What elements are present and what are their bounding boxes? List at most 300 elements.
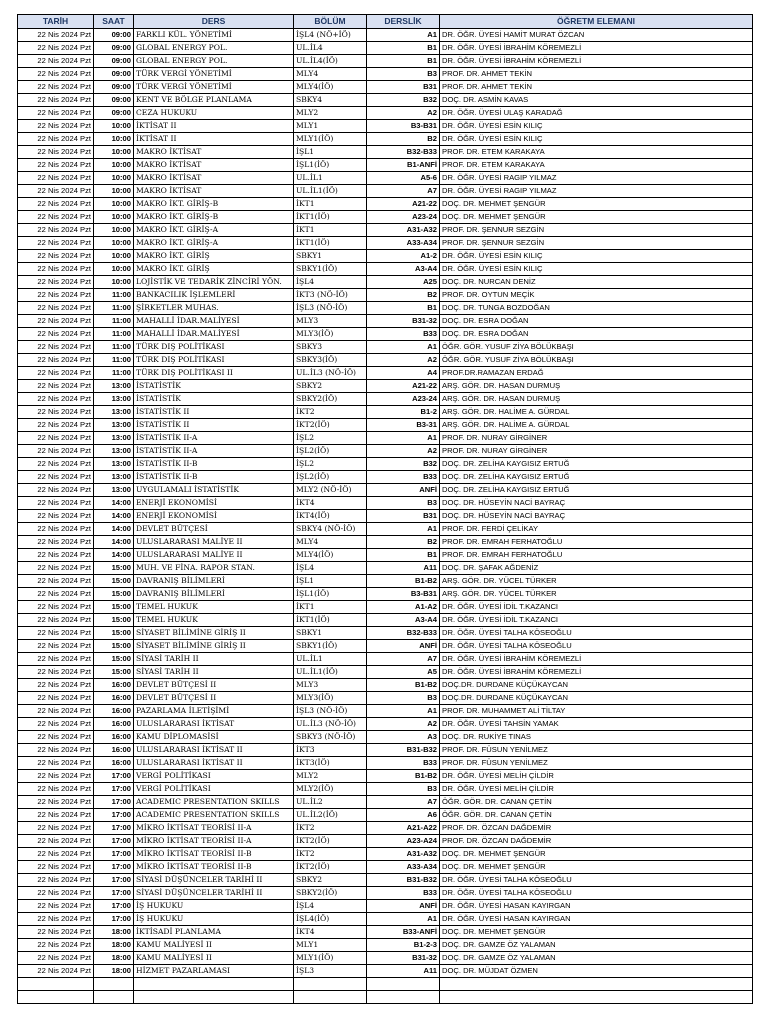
cell-time: 09:00 bbox=[94, 42, 134, 55]
table-row bbox=[18, 575, 753, 588]
cell-room: B1-ANFİ bbox=[367, 159, 440, 172]
cell-instructor: PROF. DR. FERDİ ÇELİKAY bbox=[440, 523, 753, 536]
cell-instructor: DOÇ. DR. ZELİHA KAYGISIZ ERTUĞ bbox=[440, 458, 753, 471]
cell-time: 17:00 bbox=[94, 874, 134, 887]
cell-course: ŞİRKETLER MUHAS. bbox=[134, 302, 294, 315]
cell-room: B32-B33 bbox=[367, 627, 440, 640]
cell-date: 22 Nis 2024 Pzt bbox=[18, 679, 94, 692]
cell-department: UL.İL1(İÖ) bbox=[294, 666, 367, 679]
table-row bbox=[18, 614, 753, 627]
cell-time: 11:00 bbox=[94, 289, 134, 302]
cell-course: TÜRK DIŞ POLİTİKASI bbox=[134, 341, 294, 354]
cell-instructor: PROF.DR.RAMAZAN ERDAĞ bbox=[440, 367, 753, 380]
cell-department: SBKY1(İÖ) bbox=[294, 640, 367, 653]
cell-date: 22 Nis 2024 Pzt bbox=[18, 692, 94, 705]
cell-date: 22 Nis 2024 Pzt bbox=[18, 432, 94, 445]
cell-room: A3-A4 bbox=[367, 263, 440, 276]
cell-room: B1-B2 bbox=[367, 575, 440, 588]
table-row bbox=[18, 549, 753, 562]
cell-course: İSTATİSTİK II-B bbox=[134, 458, 294, 471]
cell-department: İŞL3 (NÖ-İÖ) bbox=[294, 302, 367, 315]
table-row bbox=[18, 458, 753, 471]
cell-course: MİKRO İKTİSAT TEORİSİ II-B bbox=[134, 848, 294, 861]
header-date: TARİH bbox=[18, 15, 94, 29]
cell-course: UYGULAMALI İSTATİSTİK bbox=[134, 484, 294, 497]
cell-date: 22 Nis 2024 Pzt bbox=[18, 211, 94, 224]
cell-department: MLY1 bbox=[294, 939, 367, 952]
empty-cell bbox=[18, 991, 94, 1004]
table-row bbox=[18, 913, 753, 926]
cell-time: 14:00 bbox=[94, 536, 134, 549]
cell-department: MLY3 bbox=[294, 315, 367, 328]
cell-course: TÜRK DIŞ POLİTİKASI II bbox=[134, 367, 294, 380]
cell-time: 10:00 bbox=[94, 159, 134, 172]
cell-instructor: DR. ÖĞR. ÜYESİ ULAŞ KARADAĞ bbox=[440, 107, 753, 120]
cell-time: 13:00 bbox=[94, 432, 134, 445]
cell-instructor: ÖĞR. GÖR. DR. CANAN ÇETİN bbox=[440, 796, 753, 809]
cell-course: MAKRO İKT. GİRİŞ-B bbox=[134, 198, 294, 211]
cell-department: İKT2(İÖ) bbox=[294, 861, 367, 874]
empty-cell bbox=[134, 991, 294, 1004]
cell-time: 13:00 bbox=[94, 458, 134, 471]
cell-instructor: DOÇ. DR. NURCAN DENİZ bbox=[440, 276, 753, 289]
table-row bbox=[18, 731, 753, 744]
cell-department: MLY2 bbox=[294, 107, 367, 120]
cell-room: A3 bbox=[367, 731, 440, 744]
cell-instructor: DOÇ. DR. MEHMET ŞENGÜR bbox=[440, 926, 753, 939]
table-row bbox=[18, 510, 753, 523]
cell-room: A1 bbox=[367, 29, 440, 42]
cell-room: B33 bbox=[367, 757, 440, 770]
table-row bbox=[18, 835, 753, 848]
table-row bbox=[18, 185, 753, 198]
cell-department: MLY3 bbox=[294, 679, 367, 692]
cell-date: 22 Nis 2024 Pzt bbox=[18, 497, 94, 510]
cell-department: SBKY2 bbox=[294, 380, 367, 393]
header-course: DERS bbox=[134, 15, 294, 29]
cell-department: İKT1(İÖ) bbox=[294, 211, 367, 224]
cell-instructor: PROF. DR. NURAY GİRGİNER bbox=[440, 432, 753, 445]
table-row bbox=[18, 419, 753, 432]
cell-department: SBKY1 bbox=[294, 627, 367, 640]
cell-date: 22 Nis 2024 Pzt bbox=[18, 185, 94, 198]
cell-course: SİYASİ DÜŞÜNCELER TARİHİ II bbox=[134, 874, 294, 887]
cell-instructor: DOÇ. DR. ASMİN KAVAS bbox=[440, 94, 753, 107]
cell-course: MAKRO İKT. GİRİŞ-B bbox=[134, 211, 294, 224]
cell-instructor: DOÇ. DR. TUNGA BOZDOĞAN bbox=[440, 302, 753, 315]
cell-department: MLY1(İÖ) bbox=[294, 952, 367, 965]
cell-course: ULUSLARARASI İKTİSAT II bbox=[134, 757, 294, 770]
cell-time: 10:00 bbox=[94, 237, 134, 250]
cell-course: İSTATİSTİK bbox=[134, 380, 294, 393]
cell-time: 11:00 bbox=[94, 315, 134, 328]
cell-department: İŞL1(İÖ) bbox=[294, 588, 367, 601]
cell-course: İKTİSAT II bbox=[134, 120, 294, 133]
cell-date: 22 Nis 2024 Pzt bbox=[18, 744, 94, 757]
table-row bbox=[18, 302, 753, 315]
cell-instructor: DR. ÖĞR. ÜYESİ TAHSİN YAMAK bbox=[440, 718, 753, 731]
cell-course: CEZA HUKUKU bbox=[134, 107, 294, 120]
cell-date: 22 Nis 2024 Pzt bbox=[18, 809, 94, 822]
cell-instructor: DR. ÖĞR. ÜYESİ TALHA KÖSEOĞLU bbox=[440, 640, 753, 653]
cell-department: SBKY3 (NÖ-İÖ) bbox=[294, 731, 367, 744]
cell-time: 17:00 bbox=[94, 809, 134, 822]
cell-room: A1-A2 bbox=[367, 601, 440, 614]
cell-room: B3 bbox=[367, 692, 440, 705]
table-header-row bbox=[18, 15, 753, 29]
cell-room: B3 bbox=[367, 783, 440, 796]
cell-time: 15:00 bbox=[94, 614, 134, 627]
cell-date: 22 Nis 2024 Pzt bbox=[18, 419, 94, 432]
table-row bbox=[18, 926, 753, 939]
cell-instructor: PROF. DR. EMRAH FERHATOĞLU bbox=[440, 549, 753, 562]
cell-instructor: DR. ÖĞR. ÜYESİ TALHA KÖSEOĞLU bbox=[440, 887, 753, 900]
cell-instructor: ARŞ. GÖR. DR. HALİME A. GÜRDAL bbox=[440, 406, 753, 419]
table-row bbox=[18, 887, 753, 900]
cell-department: İŞL4 bbox=[294, 276, 367, 289]
cell-course: MAHALLİ İDAR.MALİYESİ bbox=[134, 328, 294, 341]
table-row bbox=[18, 211, 753, 224]
cell-course: VERGİ POLİTİKASI bbox=[134, 783, 294, 796]
cell-time: 16:00 bbox=[94, 692, 134, 705]
empty-row bbox=[18, 978, 753, 991]
cell-time: 17:00 bbox=[94, 822, 134, 835]
table-row bbox=[18, 224, 753, 237]
cell-time: 17:00 bbox=[94, 913, 134, 926]
cell-department: İKT4 bbox=[294, 497, 367, 510]
cell-room: B1-B2 bbox=[367, 679, 440, 692]
empty-cell bbox=[134, 978, 294, 991]
cell-department: İKT4 bbox=[294, 926, 367, 939]
cell-instructor: DOÇ.DR. DURDANE KÜÇÜKAYCAN bbox=[440, 679, 753, 692]
cell-room: ANFİ bbox=[367, 484, 440, 497]
cell-room: A2 bbox=[367, 718, 440, 731]
cell-instructor: PROF. DR. AHMET TEKİN bbox=[440, 68, 753, 81]
cell-date: 22 Nis 2024 Pzt bbox=[18, 562, 94, 575]
cell-room: ANFİ bbox=[367, 640, 440, 653]
cell-instructor: DOÇ. DR. MEHMET ŞENGÜR bbox=[440, 861, 753, 874]
cell-course: ACADEMIC PRESENTATION SKILLS bbox=[134, 809, 294, 822]
cell-room: A1 bbox=[367, 913, 440, 926]
cell-course: İSTATİSTİK II bbox=[134, 406, 294, 419]
cell-course: TÜRK DIŞ POLİTİKASI bbox=[134, 354, 294, 367]
cell-course: TEMEL HUKUK bbox=[134, 601, 294, 614]
cell-department: SBKY4 (NÖ-İÖ) bbox=[294, 523, 367, 536]
table-row bbox=[18, 523, 753, 536]
cell-room: B32 bbox=[367, 458, 440, 471]
empty-row bbox=[18, 991, 753, 1004]
cell-date: 22 Nis 2024 Pzt bbox=[18, 289, 94, 302]
cell-time: 17:00 bbox=[94, 796, 134, 809]
cell-instructor: DR. ÖĞR. ÜYESİ ESİN KILIÇ bbox=[440, 250, 753, 263]
cell-instructor: ARŞ. GÖR. DR. HALİME A. GÜRDAL bbox=[440, 419, 753, 432]
empty-cell bbox=[367, 978, 440, 991]
table-row bbox=[18, 562, 753, 575]
cell-course: MİKRO İKTİSAT TEORİSİ II-A bbox=[134, 835, 294, 848]
cell-time: 13:00 bbox=[94, 406, 134, 419]
cell-date: 22 Nis 2024 Pzt bbox=[18, 380, 94, 393]
cell-room: A33-A34 bbox=[367, 861, 440, 874]
table-row bbox=[18, 770, 753, 783]
cell-course: BANKACILIK İŞLEMLERİ bbox=[134, 289, 294, 302]
cell-course: ENERJİ EKONOMİSİ bbox=[134, 510, 294, 523]
cell-room: B1 bbox=[367, 549, 440, 562]
cell-instructor: DR. ÖĞR. ÜYESİ İDİL T.KAZANCI bbox=[440, 614, 753, 627]
cell-date: 22 Nis 2024 Pzt bbox=[18, 731, 94, 744]
header-room: DERSLİK bbox=[367, 15, 440, 29]
cell-instructor: PROF. DR. MUHAMMET ALİ TİLTAY bbox=[440, 705, 753, 718]
cell-time: 16:00 bbox=[94, 731, 134, 744]
cell-date: 22 Nis 2024 Pzt bbox=[18, 42, 94, 55]
cell-course: SİYASET BİLİMİNE GİRİŞ II bbox=[134, 627, 294, 640]
cell-time: 16:00 bbox=[94, 718, 134, 731]
cell-instructor: DR. ÖĞR. ÜYESİ İBRAHİM KÖREMEZLİ bbox=[440, 666, 753, 679]
cell-time: 13:00 bbox=[94, 445, 134, 458]
table-row bbox=[18, 107, 753, 120]
cell-time: 10:00 bbox=[94, 250, 134, 263]
cell-course: KENT VE BÖLGE PLANLAMA bbox=[134, 94, 294, 107]
cell-instructor: ÖĞR. GÖR. YUSUF ZİYA BÖLÜKBAŞI bbox=[440, 354, 753, 367]
cell-instructor: ÖĞR. GÖR. DR. CANAN ÇETİN bbox=[440, 809, 753, 822]
cell-course: DAVRANIŞ BİLİMLERİ bbox=[134, 588, 294, 601]
cell-date: 22 Nis 2024 Pzt bbox=[18, 796, 94, 809]
empty-cell bbox=[294, 978, 367, 991]
cell-course: İSTATİSTİK II-B bbox=[134, 471, 294, 484]
cell-department: İŞL1 bbox=[294, 575, 367, 588]
cell-date: 22 Nis 2024 Pzt bbox=[18, 913, 94, 926]
cell-instructor: ARŞ. GÖR. DR. HASAN DURMUŞ bbox=[440, 380, 753, 393]
cell-time: 11:00 bbox=[94, 328, 134, 341]
cell-time: 15:00 bbox=[94, 575, 134, 588]
cell-department: İŞL3 (NÖ-İÖ) bbox=[294, 705, 367, 718]
cell-room: B3-B31 bbox=[367, 588, 440, 601]
cell-room: A2 bbox=[367, 445, 440, 458]
table-row bbox=[18, 354, 753, 367]
table-row bbox=[18, 341, 753, 354]
cell-room: B31 bbox=[367, 510, 440, 523]
cell-department: İKT2(İÖ) bbox=[294, 835, 367, 848]
cell-date: 22 Nis 2024 Pzt bbox=[18, 601, 94, 614]
cell-course: PAZARLAMA İLETİŞİMİ bbox=[134, 705, 294, 718]
cell-course: İSTATİSTİK II-A bbox=[134, 432, 294, 445]
cell-department: İKT1(İÖ) bbox=[294, 614, 367, 627]
cell-date: 22 Nis 2024 Pzt bbox=[18, 627, 94, 640]
cell-course: VERGİ POLİTİKASI bbox=[134, 770, 294, 783]
cell-department: İKT2 bbox=[294, 848, 367, 861]
table-row bbox=[18, 640, 753, 653]
cell-instructor: PROF. DR. FÜSUN YENİLMEZ bbox=[440, 757, 753, 770]
cell-room: A31-A32 bbox=[367, 224, 440, 237]
cell-room: B3 bbox=[367, 497, 440, 510]
cell-date: 22 Nis 2024 Pzt bbox=[18, 198, 94, 211]
cell-time: 17:00 bbox=[94, 861, 134, 874]
cell-time: 11:00 bbox=[94, 341, 134, 354]
cell-department: MLY4 bbox=[294, 536, 367, 549]
cell-date: 22 Nis 2024 Pzt bbox=[18, 367, 94, 380]
table-row bbox=[18, 432, 753, 445]
cell-time: 16:00 bbox=[94, 744, 134, 757]
cell-room: A31-A32 bbox=[367, 848, 440, 861]
cell-course: KAMU DİPLOMASİSİ bbox=[134, 731, 294, 744]
cell-date: 22 Nis 2024 Pzt bbox=[18, 718, 94, 731]
cell-instructor: DR. ÖĞR. ÜYESİ TALHA KÖSEOĞLU bbox=[440, 874, 753, 887]
cell-department: UL.İL3 (NÖ-İÖ) bbox=[294, 718, 367, 731]
table-row bbox=[18, 588, 753, 601]
cell-time: 10:00 bbox=[94, 120, 134, 133]
table-row bbox=[18, 484, 753, 497]
cell-room: A7 bbox=[367, 653, 440, 666]
cell-room: ANFİ bbox=[367, 900, 440, 913]
cell-department: İKT3 (NÖ-İÖ) bbox=[294, 289, 367, 302]
cell-date: 22 Nis 2024 Pzt bbox=[18, 68, 94, 81]
cell-department: SBKY1 bbox=[294, 250, 367, 263]
table-row bbox=[18, 328, 753, 341]
cell-room: B1 bbox=[367, 42, 440, 55]
cell-instructor: DOÇ. DR. MÜJDAT ÖZMEN bbox=[440, 965, 753, 978]
cell-instructor: PROF. DR. AHMET TEKİN bbox=[440, 81, 753, 94]
table-row bbox=[18, 744, 753, 757]
cell-time: 14:00 bbox=[94, 549, 134, 562]
cell-department: İKT1 bbox=[294, 601, 367, 614]
cell-time: 09:00 bbox=[94, 68, 134, 81]
table-row bbox=[18, 692, 753, 705]
cell-room: B31 bbox=[367, 81, 440, 94]
cell-date: 22 Nis 2024 Pzt bbox=[18, 458, 94, 471]
cell-room: B2 bbox=[367, 536, 440, 549]
cell-time: 14:00 bbox=[94, 510, 134, 523]
cell-date: 22 Nis 2024 Pzt bbox=[18, 146, 94, 159]
cell-date: 22 Nis 2024 Pzt bbox=[18, 653, 94, 666]
cell-instructor: DOÇ. DR. ESRA DOĞAN bbox=[440, 328, 753, 341]
cell-course: MAKRO İKT. GİRİŞ bbox=[134, 263, 294, 276]
cell-date: 22 Nis 2024 Pzt bbox=[18, 822, 94, 835]
cell-course: ULUSLARARASI İKTİSAT II bbox=[134, 744, 294, 757]
cell-date: 22 Nis 2024 Pzt bbox=[18, 900, 94, 913]
cell-course: İKTİSAT II bbox=[134, 133, 294, 146]
cell-date: 22 Nis 2024 Pzt bbox=[18, 159, 94, 172]
cell-date: 22 Nis 2024 Pzt bbox=[18, 484, 94, 497]
cell-time: 09:00 bbox=[94, 94, 134, 107]
table-row bbox=[18, 705, 753, 718]
cell-instructor: DR. ÖĞR. ÜYESİ ESİN KILIÇ bbox=[440, 133, 753, 146]
cell-department: SBKY2(İÖ) bbox=[294, 887, 367, 900]
cell-department: MLY2 bbox=[294, 770, 367, 783]
cell-date: 22 Nis 2024 Pzt bbox=[18, 276, 94, 289]
cell-course: MAKRO İKT. GİRİŞ-A bbox=[134, 224, 294, 237]
cell-instructor: DR. ÖĞR. ÜYESİ HASAN KAYIRGAN bbox=[440, 913, 753, 926]
cell-date: 22 Nis 2024 Pzt bbox=[18, 406, 94, 419]
cell-instructor: PROF. DR. ŞENNUR SEZGİN bbox=[440, 224, 753, 237]
cell-date: 22 Nis 2024 Pzt bbox=[18, 770, 94, 783]
table-row bbox=[18, 666, 753, 679]
cell-course: MAKRO İKTİSAT bbox=[134, 172, 294, 185]
table-row bbox=[18, 965, 753, 978]
cell-instructor: DR. ÖĞR. ÜYESİ İDİL T.KAZANCI bbox=[440, 601, 753, 614]
cell-course: İSTATİSTİK bbox=[134, 393, 294, 406]
table-row bbox=[18, 133, 753, 146]
cell-instructor: DOÇ. DR. ZELİHA KAYGISIZ ERTUĞ bbox=[440, 484, 753, 497]
cell-date: 22 Nis 2024 Pzt bbox=[18, 783, 94, 796]
cell-date: 22 Nis 2024 Pzt bbox=[18, 666, 94, 679]
cell-instructor: DOÇ. DR. GAMZE ÖZ YALAMAN bbox=[440, 939, 753, 952]
cell-date: 22 Nis 2024 Pzt bbox=[18, 536, 94, 549]
cell-course: TÜRK VERGİ YÖNETİMİ bbox=[134, 81, 294, 94]
cell-date: 22 Nis 2024 Pzt bbox=[18, 588, 94, 601]
cell-time: 10:00 bbox=[94, 224, 134, 237]
table-row bbox=[18, 874, 753, 887]
cell-instructor: DR. ÖĞR. ÜYESİ İBRAHİM KÖREMEZLİ bbox=[440, 55, 753, 68]
cell-date: 22 Nis 2024 Pzt bbox=[18, 393, 94, 406]
cell-instructor: DOÇ. DR. ESRA DOĞAN bbox=[440, 315, 753, 328]
table-row bbox=[18, 796, 753, 809]
cell-department: MLY2 (NÖ-İÖ) bbox=[294, 484, 367, 497]
header-instructor: ÖĞRETM ELEMANI bbox=[440, 15, 753, 29]
cell-department: İKT1 bbox=[294, 224, 367, 237]
cell-time: 13:00 bbox=[94, 419, 134, 432]
cell-date: 22 Nis 2024 Pzt bbox=[18, 94, 94, 107]
cell-course: MAHALLİ İDAR.MALİYESİ bbox=[134, 315, 294, 328]
cell-room: B2 bbox=[367, 133, 440, 146]
cell-course: ULUSLARARASI İKTİSAT bbox=[134, 718, 294, 731]
empty-cell bbox=[94, 991, 134, 1004]
cell-instructor: DR. ÖĞR. ÜYESİ ESİN KILIÇ bbox=[440, 120, 753, 133]
cell-instructor: PROF. DR. ETEM KARAKAYA bbox=[440, 146, 753, 159]
cell-course: KAMU MALİYESİ II bbox=[134, 952, 294, 965]
cell-time: 13:00 bbox=[94, 484, 134, 497]
table-row bbox=[18, 393, 753, 406]
cell-course: İSTATİSTİK II bbox=[134, 419, 294, 432]
table-row bbox=[18, 757, 753, 770]
cell-course: GLOBAL ENERGY POL. bbox=[134, 55, 294, 68]
cell-course: ACADEMIC PRESENTATION SKILLS bbox=[134, 796, 294, 809]
cell-instructor: DR. ÖĞR. ÜYESİ RAGIP YILMAZ bbox=[440, 172, 753, 185]
cell-date: 22 Nis 2024 Pzt bbox=[18, 263, 94, 276]
cell-department: İKT2 bbox=[294, 406, 367, 419]
cell-room: A11 bbox=[367, 965, 440, 978]
cell-date: 22 Nis 2024 Pzt bbox=[18, 224, 94, 237]
cell-department: İŞL2 bbox=[294, 458, 367, 471]
cell-time: 18:00 bbox=[94, 939, 134, 952]
table-row bbox=[18, 601, 753, 614]
cell-room: A2 bbox=[367, 354, 440, 367]
cell-course: MİKRO İKTİSAT TEORİSİ II-B bbox=[134, 861, 294, 874]
table-row bbox=[18, 900, 753, 913]
table-row bbox=[18, 68, 753, 81]
cell-room: A21-A22 bbox=[367, 822, 440, 835]
cell-room: B32 bbox=[367, 94, 440, 107]
cell-date: 22 Nis 2024 Pzt bbox=[18, 29, 94, 42]
cell-instructor: DR. ÖĞR. ÜYESİ HAMİT MURAT ÖZCAN bbox=[440, 29, 753, 42]
cell-department: SBKY1(İÖ) bbox=[294, 263, 367, 276]
cell-room: A1 bbox=[367, 432, 440, 445]
cell-date: 22 Nis 2024 Pzt bbox=[18, 341, 94, 354]
cell-course: İŞ HUKUKU bbox=[134, 913, 294, 926]
cell-department: MLY4 bbox=[294, 68, 367, 81]
cell-date: 22 Nis 2024 Pzt bbox=[18, 549, 94, 562]
cell-time: 16:00 bbox=[94, 757, 134, 770]
cell-date: 22 Nis 2024 Pzt bbox=[18, 354, 94, 367]
table-row bbox=[18, 81, 753, 94]
table-row bbox=[18, 276, 753, 289]
cell-date: 22 Nis 2024 Pzt bbox=[18, 926, 94, 939]
cell-department: İKT1 bbox=[294, 198, 367, 211]
cell-time: 18:00 bbox=[94, 965, 134, 978]
cell-department: UL.İL1(İÖ) bbox=[294, 185, 367, 198]
table-row bbox=[18, 94, 753, 107]
cell-instructor: PROF. DR. NURAY GİRGİNER bbox=[440, 445, 753, 458]
table-row bbox=[18, 952, 753, 965]
table-row bbox=[18, 146, 753, 159]
